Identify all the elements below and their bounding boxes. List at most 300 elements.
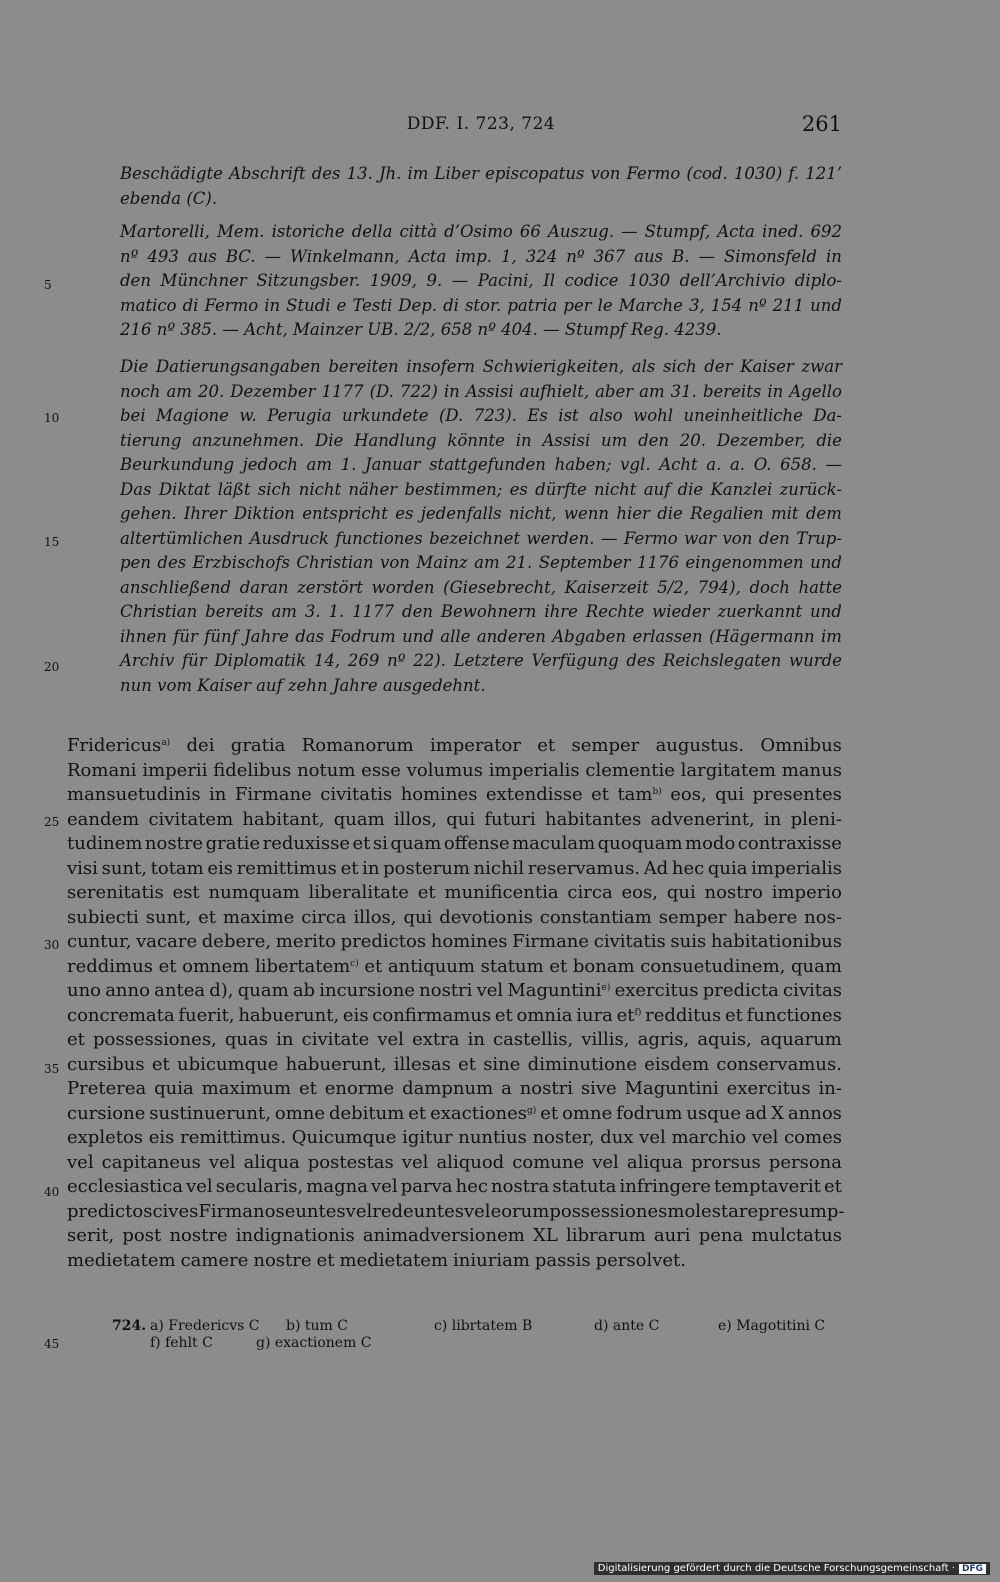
word: jedoch bbox=[242, 455, 298, 474]
line-number: 10 bbox=[44, 411, 60, 425]
word: redeuntes bbox=[372, 1200, 464, 1222]
word: medietatem bbox=[339, 1249, 449, 1271]
word: incursione bbox=[319, 980, 415, 1001]
word: qui bbox=[715, 784, 745, 805]
word: stor. bbox=[464, 295, 502, 315]
word: maculam bbox=[512, 833, 596, 854]
word: eingenommen bbox=[685, 553, 804, 572]
word: le bbox=[597, 295, 613, 315]
word: Ihrer bbox=[183, 504, 227, 523]
commentary-line bbox=[120, 429, 842, 454]
word: 722) bbox=[399, 381, 438, 401]
word: zerstört bbox=[297, 577, 364, 597]
word: indignationis bbox=[235, 1225, 355, 1246]
word: quoquam bbox=[597, 833, 683, 854]
word: nostre bbox=[144, 833, 204, 854]
line-number: 15 bbox=[44, 535, 60, 549]
commentary-line bbox=[120, 380, 842, 405]
word: in bbox=[276, 1029, 294, 1050]
word: reduxisse bbox=[262, 833, 351, 854]
word: f. bbox=[788, 164, 800, 183]
word: Abschrift bbox=[228, 164, 306, 183]
word: den bbox=[402, 602, 434, 621]
word: enorme bbox=[324, 1078, 395, 1099]
word: nicht, bbox=[508, 504, 557, 523]
page-number: 261 bbox=[801, 112, 842, 136]
word: euntes bbox=[284, 1200, 346, 1222]
word: erlassen bbox=[632, 626, 703, 646]
word: vel bbox=[186, 1176, 213, 1197]
word: Sitzungsber. bbox=[256, 271, 361, 290]
charter-line bbox=[67, 734, 842, 759]
word: 22). bbox=[413, 651, 446, 670]
word: e bbox=[336, 295, 347, 315]
word: episcopatus bbox=[485, 164, 585, 183]
word: näher bbox=[348, 479, 398, 499]
word: mit bbox=[771, 504, 799, 523]
word: functiones bbox=[746, 1004, 842, 1026]
page-header bbox=[120, 114, 842, 144]
word: aliqua bbox=[243, 1151, 300, 1173]
word: 692 bbox=[810, 222, 842, 241]
word: Il bbox=[543, 271, 555, 290]
word: Omnibus bbox=[760, 735, 842, 756]
word: maxime bbox=[222, 906, 295, 928]
footnote-entry: d) ante C bbox=[594, 1318, 660, 1334]
word: um bbox=[601, 430, 628, 450]
word: infringere bbox=[619, 1176, 711, 1197]
word: post bbox=[122, 1225, 162, 1246]
footnote-marker: e) bbox=[601, 983, 611, 993]
word: omne bbox=[274, 1102, 326, 1124]
word: in bbox=[209, 784, 227, 805]
word: camere bbox=[180, 1249, 249, 1271]
line-number: 45 bbox=[44, 1337, 60, 1351]
word: nº bbox=[387, 651, 406, 670]
line-number: 35 bbox=[44, 1062, 60, 1076]
word: 658. bbox=[780, 455, 817, 474]
word: fodrum bbox=[616, 1102, 683, 1124]
word: Quicumque bbox=[291, 1127, 397, 1148]
word: alle bbox=[440, 626, 471, 646]
word: et bbox=[417, 882, 436, 903]
word: subiecti bbox=[67, 906, 139, 928]
word: eandem bbox=[67, 808, 140, 830]
word: wurde bbox=[788, 651, 842, 670]
word: $et^{f)}$ bbox=[616, 1004, 642, 1026]
word: omnem bbox=[182, 955, 250, 977]
word: Acht bbox=[659, 455, 698, 474]
footnote-marker: b) bbox=[652, 787, 662, 797]
word: magna bbox=[306, 1176, 368, 1197]
word: igitur bbox=[402, 1127, 453, 1148]
footnote-entry: g) exactionem C bbox=[256, 1335, 372, 1351]
word: fuerit, bbox=[178, 1004, 235, 1026]
word: cursibus bbox=[67, 1053, 145, 1075]
word: totam bbox=[150, 857, 204, 879]
word: Diktat bbox=[158, 479, 211, 499]
word: dampnum bbox=[402, 1078, 494, 1099]
word: es bbox=[509, 479, 528, 499]
word: vel bbox=[476, 980, 504, 1001]
word: statum bbox=[480, 955, 544, 977]
word: fidelibus bbox=[213, 759, 292, 781]
word: librarum bbox=[566, 1225, 646, 1246]
charter-line bbox=[67, 1004, 842, 1029]
commentary-line bbox=[120, 478, 842, 503]
word: 20. bbox=[679, 430, 707, 450]
word: habitantes bbox=[545, 808, 642, 830]
word: altertümlichen bbox=[120, 528, 244, 548]
word: habitationibus bbox=[710, 931, 842, 952]
word: Münchner bbox=[160, 271, 247, 290]
word: bereits bbox=[702, 381, 762, 401]
word: 493 bbox=[147, 246, 179, 266]
word: numquam bbox=[208, 882, 300, 903]
word: et bbox=[540, 1102, 559, 1124]
word: vel bbox=[401, 1151, 429, 1173]
word: 31. bbox=[670, 381, 697, 401]
word: nicht bbox=[594, 479, 637, 499]
word: redditus bbox=[645, 1004, 722, 1026]
word: in bbox=[443, 381, 460, 401]
word: Die bbox=[120, 357, 149, 376]
word: die bbox=[677, 479, 704, 499]
word: bereiten bbox=[328, 357, 399, 376]
word: visi bbox=[67, 857, 98, 879]
charter-line bbox=[67, 955, 842, 980]
word: anderen bbox=[476, 626, 546, 646]
word: Kanzlei bbox=[710, 479, 773, 499]
word: Schwierigkeiten, bbox=[482, 357, 625, 376]
word: civitatis bbox=[593, 931, 666, 952]
word: hatte bbox=[798, 577, 842, 597]
word: die bbox=[816, 430, 842, 450]
word: nuntius bbox=[458, 1127, 527, 1148]
word: ist bbox=[558, 406, 579, 425]
line-number: 30 bbox=[44, 938, 60, 952]
line-number: 20 bbox=[44, 660, 60, 674]
word: iura bbox=[576, 1004, 613, 1026]
commentary-line bbox=[120, 355, 842, 380]
word: vel bbox=[208, 1151, 236, 1173]
word: könnte bbox=[447, 430, 505, 450]
word: semper bbox=[571, 735, 640, 756]
word: am bbox=[639, 381, 665, 401]
word: liberalitate bbox=[308, 882, 409, 903]
word: et bbox=[352, 833, 371, 854]
word: mansuetudinis bbox=[67, 784, 201, 805]
word: bestimmen; bbox=[404, 479, 503, 499]
word: Handlung bbox=[354, 430, 437, 450]
word: Stumpf, bbox=[644, 222, 711, 241]
word: capitaneus bbox=[101, 1151, 201, 1173]
footnote-marker: a) bbox=[161, 738, 171, 748]
word: für bbox=[182, 651, 207, 670]
word: cuntur, bbox=[67, 931, 132, 952]
word: (D. bbox=[369, 381, 394, 401]
word: zwar bbox=[801, 357, 842, 376]
word: anschließend bbox=[120, 577, 232, 597]
word: largitatem bbox=[680, 759, 776, 781]
word: reddimus bbox=[67, 955, 153, 977]
word: Datierungsangaben bbox=[155, 357, 321, 376]
word: notum bbox=[297, 759, 356, 781]
word: statuta bbox=[552, 1176, 617, 1197]
word: 5/2, bbox=[657, 577, 690, 597]
word: am bbox=[166, 381, 192, 401]
word: Acta bbox=[408, 246, 447, 266]
word: et bbox=[549, 955, 568, 977]
word: a bbox=[501, 1078, 512, 1099]
word: posterum bbox=[383, 857, 470, 879]
word: imperialis bbox=[488, 759, 580, 781]
word: auf bbox=[643, 479, 671, 499]
word: civitatem bbox=[148, 808, 234, 830]
word: urkundete bbox=[342, 406, 429, 425]
word: Fermo bbox=[623, 528, 678, 548]
commentary-line: nun vom Kaiser auf zehn Jahre ausgedehnt. bbox=[120, 675, 486, 695]
word: contraxisse bbox=[737, 833, 842, 854]
word: 9. bbox=[426, 271, 443, 290]
word: Firmanos bbox=[198, 1200, 285, 1222]
word: temptaverit bbox=[714, 1176, 821, 1197]
word: auri bbox=[653, 1225, 691, 1246]
word: nº bbox=[120, 246, 139, 266]
charter-line bbox=[67, 1053, 842, 1078]
word: volumus bbox=[406, 759, 483, 781]
word: et bbox=[537, 735, 556, 756]
word: — bbox=[600, 528, 618, 548]
commentary bbox=[120, 355, 842, 698]
word: cives bbox=[152, 1200, 199, 1222]
footnote-marker: f) bbox=[634, 1007, 642, 1018]
word: offense bbox=[443, 833, 510, 854]
word: nostri bbox=[519, 1078, 573, 1099]
charter-line bbox=[67, 1102, 842, 1127]
word: das bbox=[295, 626, 325, 646]
word: remittimus. bbox=[180, 1127, 287, 1148]
word: istoriche bbox=[271, 222, 345, 241]
word: Fermo bbox=[626, 164, 681, 183]
word: 66 bbox=[519, 222, 541, 241]
word: ecclesiastica bbox=[67, 1176, 183, 1197]
footnote-entry: a) Fredericvs C bbox=[150, 1318, 260, 1334]
word: Abgaben bbox=[552, 626, 627, 646]
word: Testi bbox=[352, 295, 393, 315]
word: et bbox=[151, 1053, 170, 1075]
word: den bbox=[120, 271, 151, 290]
word: hec bbox=[455, 1176, 488, 1197]
word: quas bbox=[224, 1029, 268, 1050]
word: den bbox=[758, 528, 790, 548]
word: des bbox=[311, 164, 341, 183]
word: vel bbox=[639, 1127, 666, 1148]
word: civitas bbox=[782, 980, 842, 1001]
word: im bbox=[820, 626, 842, 646]
word: et bbox=[724, 1004, 743, 1026]
word: qui bbox=[446, 808, 476, 830]
word: der bbox=[704, 357, 733, 376]
word: aliqua bbox=[626, 1151, 683, 1173]
word: imperator bbox=[429, 735, 521, 756]
word: vel bbox=[377, 1029, 404, 1050]
footnote-number: 724. bbox=[112, 1318, 147, 1334]
word: iniuriam bbox=[453, 1249, 530, 1271]
footnote-marker: g) bbox=[527, 1105, 537, 1116]
word: Erzbischofs bbox=[192, 553, 290, 572]
word: Agello bbox=[789, 381, 842, 401]
charter-line bbox=[67, 1151, 842, 1176]
word: pleni- bbox=[790, 808, 842, 830]
word: tam$^{b)}$ bbox=[617, 784, 662, 805]
word: Bewohnern bbox=[440, 602, 537, 621]
word: Beschädigte bbox=[120, 164, 223, 183]
word: et bbox=[591, 784, 609, 805]
word: nostro bbox=[704, 882, 763, 903]
word: qui bbox=[403, 906, 433, 928]
word: X bbox=[771, 1102, 784, 1124]
word: eos, bbox=[621, 882, 658, 903]
word: persona bbox=[768, 1151, 842, 1173]
word: Kaiser bbox=[740, 357, 794, 376]
word: Mem. bbox=[216, 222, 265, 241]
charter-line bbox=[67, 1126, 842, 1151]
word: nichil bbox=[473, 857, 525, 879]
word: et bbox=[316, 1249, 335, 1271]
word: am bbox=[306, 455, 333, 474]
word: reservamus. bbox=[527, 857, 641, 879]
word: qui bbox=[666, 882, 696, 903]
word: d), bbox=[209, 980, 234, 1001]
word: libertatem$^{c)}$ bbox=[254, 955, 359, 977]
word: in bbox=[515, 430, 532, 450]
word: 324 bbox=[525, 246, 558, 266]
word: worden bbox=[371, 577, 435, 597]
word: fünf bbox=[204, 626, 238, 646]
word: civitate bbox=[301, 1029, 370, 1050]
word: exercitus bbox=[614, 980, 699, 1001]
word: in bbox=[825, 246, 842, 266]
word: diminutione bbox=[527, 1053, 638, 1075]
word: uno bbox=[67, 980, 102, 1001]
word: Perugia bbox=[267, 406, 332, 425]
word: et bbox=[198, 906, 216, 928]
word: sine bbox=[483, 1053, 521, 1075]
word: annos bbox=[787, 1102, 842, 1124]
word: nostre bbox=[253, 1249, 312, 1271]
word: Januar bbox=[365, 455, 421, 474]
word: des bbox=[157, 553, 187, 572]
credit-text: Digitalisierung gefördert durch die Deutsche Forschungsgemeinschaft · bbox=[597, 1563, 955, 1574]
charter-line bbox=[67, 808, 842, 833]
word: Regalien bbox=[690, 504, 764, 523]
word: (Hägermann bbox=[708, 626, 815, 646]
word: merito bbox=[275, 931, 336, 952]
word: von bbox=[380, 553, 410, 572]
word: O. bbox=[753, 455, 772, 474]
word: am bbox=[474, 553, 500, 572]
word: passis bbox=[534, 1249, 591, 1271]
word: Dezember, bbox=[716, 430, 806, 450]
word: Verfügung bbox=[531, 651, 619, 670]
word: dem bbox=[805, 504, 842, 523]
word: anno bbox=[105, 980, 150, 1001]
word: confirmamus bbox=[372, 1004, 492, 1026]
word: wohl bbox=[633, 406, 674, 425]
commentary-line bbox=[120, 527, 842, 552]
word: Ausdruck bbox=[249, 528, 329, 548]
editions-line bbox=[120, 220, 842, 245]
charter-line bbox=[67, 1175, 842, 1200]
word: in bbox=[362, 857, 380, 879]
word: Dezember bbox=[230, 381, 316, 401]
word: functiones bbox=[335, 528, 423, 548]
word: Diktion bbox=[233, 504, 295, 523]
word: Jh. bbox=[378, 164, 402, 183]
word: stattgefunden bbox=[429, 455, 546, 474]
word: quam bbox=[237, 980, 289, 1001]
word: sunt, bbox=[145, 906, 192, 928]
charter-line bbox=[67, 906, 842, 931]
word: läßt bbox=[217, 479, 251, 499]
word: eis bbox=[207, 857, 234, 879]
word: Rechte bbox=[585, 602, 645, 621]
word: Simonsfeld bbox=[723, 246, 817, 266]
word: Marche bbox=[618, 295, 683, 315]
running-head: DDF. I. 723, 724 bbox=[406, 114, 556, 134]
word: et bbox=[824, 1176, 842, 1197]
word: hec bbox=[671, 857, 705, 879]
word: wieder bbox=[652, 602, 710, 621]
word: semper bbox=[658, 906, 727, 928]
word: Magione bbox=[156, 406, 229, 425]
commentary-line bbox=[120, 404, 842, 429]
word: munificentia bbox=[444, 882, 559, 903]
charter-line bbox=[67, 1224, 842, 1249]
word: di bbox=[182, 295, 199, 315]
commentary-line bbox=[120, 502, 842, 527]
word: entspricht bbox=[302, 504, 388, 523]
word: castellis, bbox=[493, 1029, 574, 1050]
editions-note bbox=[120, 220, 842, 343]
word: possessiones, bbox=[93, 1029, 217, 1050]
word: ubicumque bbox=[176, 1053, 279, 1075]
commentary-line bbox=[120, 551, 842, 576]
word: animadversionem bbox=[362, 1225, 525, 1246]
word: a. bbox=[729, 455, 746, 474]
word: et bbox=[408, 1102, 427, 1124]
word: gratie bbox=[205, 833, 261, 854]
word: secularis, bbox=[215, 1176, 304, 1197]
word: 794), bbox=[697, 577, 741, 597]
word: noster, bbox=[532, 1127, 595, 1148]
tradition-line: ebenda (C). bbox=[120, 188, 218, 208]
word: werden. bbox=[526, 528, 595, 548]
word: in bbox=[264, 295, 281, 315]
word: den bbox=[638, 430, 670, 450]
word: Es bbox=[527, 406, 548, 425]
word: Mainz bbox=[416, 553, 468, 572]
word: debitum bbox=[328, 1102, 405, 1124]
word: comune bbox=[512, 1151, 585, 1173]
word: Martorelli, bbox=[120, 222, 210, 241]
word: nº bbox=[566, 246, 585, 266]
word: 121’ bbox=[805, 164, 842, 183]
word: 1909, bbox=[369, 271, 417, 290]
word: città bbox=[399, 222, 438, 241]
word: Assisi bbox=[465, 381, 514, 401]
